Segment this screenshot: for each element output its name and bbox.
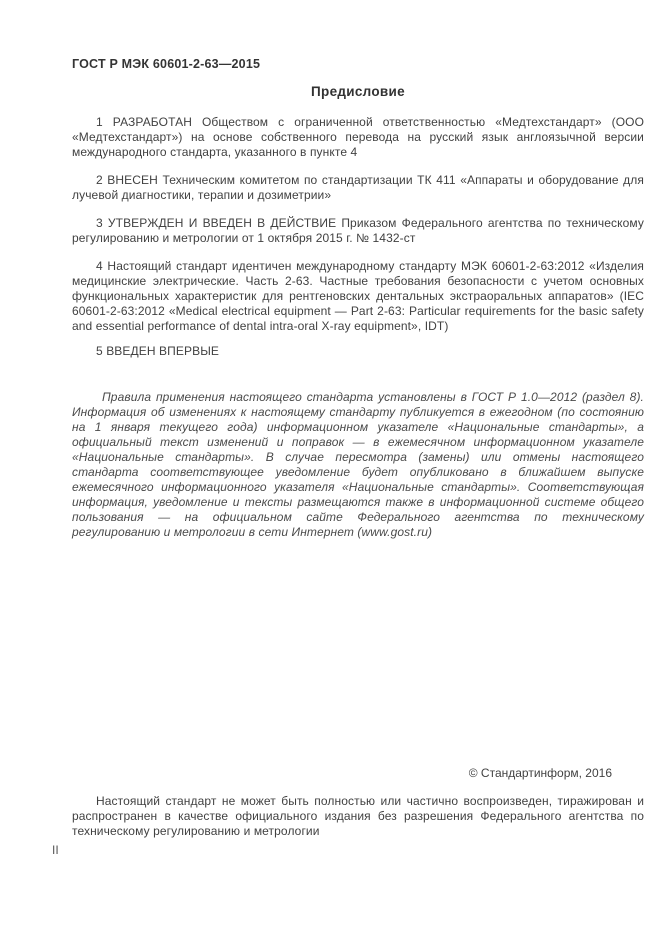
main-text-column bbox=[72, 84, 644, 540]
clause-4-identical-to-iec: 4 Настоящий стандарт идентичен международному стандарту МЭК 60601-2-63:2012 «Изделия медицинские электрические. Часть 2-63. Частные требования безопасности с учетом основных функциональных характеристик для рентгеновских дентальных экстраоральных аппаратов» (IEC 60601-2-63:2012 «Medical electrical equipment — Part 2-63: Particular requirements for the basic safety and essential performance of dental intra-oral X-ray equipment», IDT) bbox=[72, 259, 644, 333]
section-title-preface: Предисловие bbox=[311, 84, 405, 99]
application-rules-note: Правила применения настоящего стандарта установлены в ГОСТ Р 1.0—2012 (раздел 8). Информация об изменениях к настоящему стандарту публикуется в ежегодном (по состоянию на 1 января текущего года) информационном указателе «Национальные стандарты», а официальный текст изменений и поправок — в ежемесячном информационном указателе «Национальные стандарты». В случае пересмотра (замены) или отмены настоящего стандарта соответствующее уведомление будет опубликовано в ближайшем выпуске ежемесячного информационного указателя «Национальные стандарты». Соответствующая информация, уведомление и тексты размещаются также в информационной системе общего пользования — на официальном сайте Федерального агентства по техническому регулированию и метрологии в сети Интернет (www.gost.ru) bbox=[72, 390, 644, 539]
clause-2-submitted-by: 2 ВНЕСЕН Техническим комитетом по стандартизации ТК 411 «Аппараты и оборудование для лучевой диагностики, терапии и дозиметрии» bbox=[72, 173, 644, 202]
clause-3-approved-by: 3 УТВЕРЖДЕН И ВВЕДЕН В ДЕЙСТВИЕ Приказом Федерального агентства по техническому регулированию и метрологии от 1 октября 2015 г. № 1432-ст bbox=[72, 216, 644, 245]
standard-designation-header: ГОСТ Р МЭК 60601-2-63—2015 bbox=[72, 57, 261, 71]
page-number: II bbox=[52, 843, 59, 857]
copyright-notice: © Стандартинформ, 2016 bbox=[468, 766, 612, 780]
clause-1-developed-by: 1 РАЗРАБОТАН Обществом с ограниченной ответственностью «Медтехстандарт» (ООО «Медтехстандарт») на основе собственного перевода на русский язык англоязычной версии международного стандарта, указанного в пункте 4 bbox=[72, 115, 644, 159]
reproduction-restriction-note: Настоящий стандарт не может быть полностью или частично воспроизведен, тиражирован и распространен в качестве официального издания без разрешения Федерального агентства по техническому регулированию и метрологии bbox=[72, 794, 644, 838]
clause-5-introduced-first-time: 5 ВВЕДЕН ВПЕРВЫЕ bbox=[96, 344, 220, 358]
